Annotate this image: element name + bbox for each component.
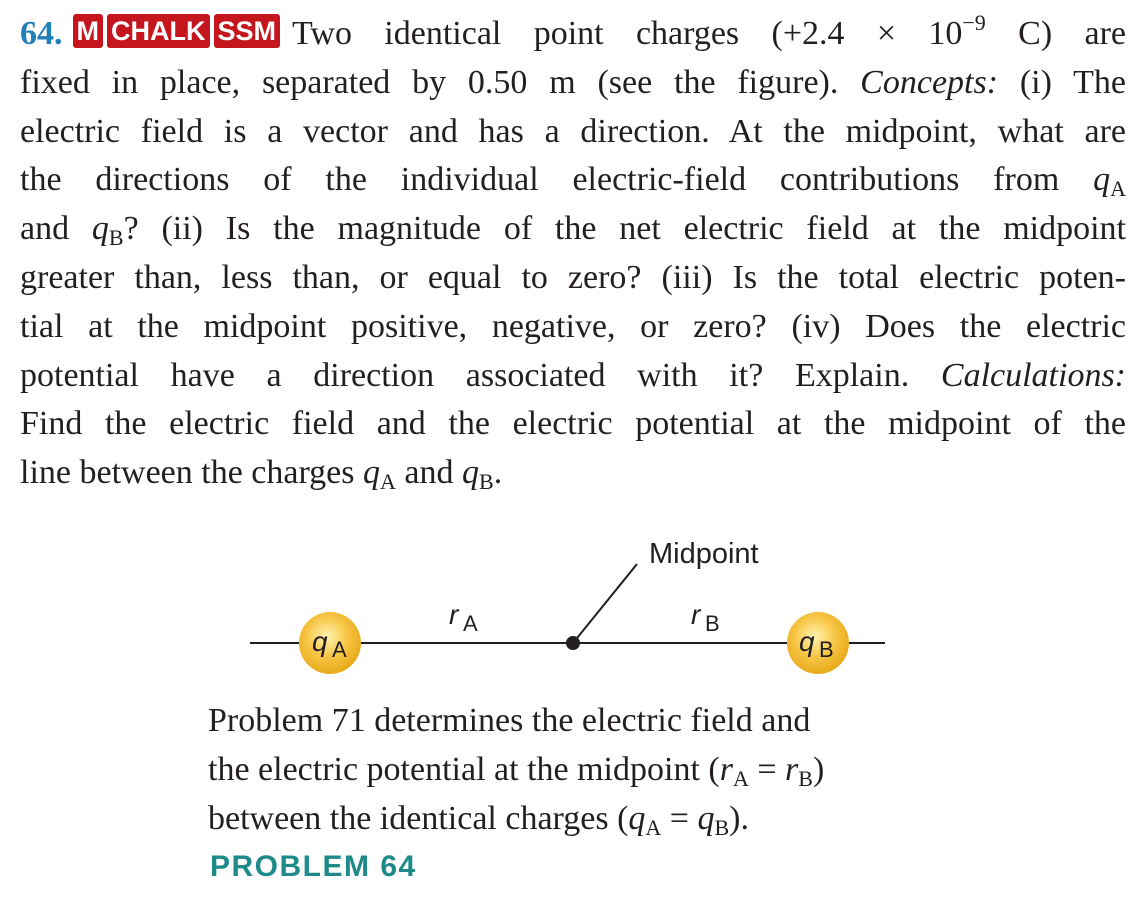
problem-line-10b: and	[395, 454, 462, 492]
problem-line-7: tial at the midpoint positive, negative, or zero? (iv) Does the electric	[20, 307, 1126, 345]
problem-line-2a: fixed in place, separated by 0.50 m (see the figure).	[20, 63, 861, 101]
badge-chalk: CHALK	[107, 14, 210, 48]
charge-a	[299, 612, 361, 674]
problem-line-1-text: Two identical point charges (+2.4 × 10	[292, 15, 963, 52]
midpoint-label: Midpoint	[649, 538, 759, 570]
problem-line-1	[20, 10, 1126, 59]
symbol-r: r	[785, 750, 799, 788]
problem-line-10a: line between the charges	[20, 454, 364, 492]
badge-m: M	[73, 14, 104, 48]
distance-a-label: r	[449, 599, 459, 630]
symbol-sub-b: B	[479, 469, 494, 495]
symbol-sub-a: A	[645, 814, 662, 840]
problem-line-10	[20, 449, 1126, 498]
caption-line-3a: between the identical charges (	[208, 799, 629, 837]
exponent: −9	[962, 10, 986, 35]
charge-a-label: q	[312, 626, 328, 657]
symbol-q: q	[697, 799, 715, 837]
symbol-sub-a: A	[732, 765, 749, 791]
charge-a-sub: A	[332, 637, 347, 662]
caption-line-2a: the electric potential at the midpoint (	[208, 750, 720, 788]
problem-number: 64.	[20, 15, 63, 52]
problem-label: PROBLEM 64	[210, 850, 417, 883]
caption-line-3	[208, 794, 968, 843]
symbol-q: q	[363, 454, 381, 492]
symbol-sub-a: A	[380, 469, 396, 495]
problem-line-4	[20, 156, 1126, 205]
problem-line-5a: and	[20, 210, 92, 248]
symbol-q: q	[462, 454, 479, 492]
symbol-sub-a: A	[1110, 176, 1126, 202]
caption-line-3c: ).	[729, 799, 749, 837]
symbol-q: q	[628, 799, 646, 837]
problem-line-5b: ? (ii) Is the magnitude of the net electric field at the midpoint	[123, 210, 1126, 248]
problem-text	[20, 10, 1126, 498]
symbol-q: q	[1093, 161, 1111, 199]
distance-b-sub: B	[705, 611, 720, 636]
symbol-sub-b: B	[798, 765, 813, 791]
caption-line-2c: )	[812, 750, 825, 788]
caption-equals: =	[661, 799, 698, 837]
midpoint-leader-line	[573, 564, 637, 643]
midpoint-dot	[566, 636, 580, 650]
calculations-label: Calculations:	[940, 356, 1126, 394]
distance-a-sub: A	[463, 611, 478, 636]
charge-b-label: q	[799, 626, 815, 657]
problem-line-3: electric field is a vector and has a direction. At the midpoint, what are	[20, 112, 1126, 150]
figure-svg	[0, 520, 1146, 690]
problem-line-2	[20, 59, 1126, 108]
badge-ssm: SSM	[214, 14, 281, 48]
problem-line-8a: potential have a direction associated with it? Explain.	[20, 356, 941, 394]
problem-line-10c: .	[493, 454, 503, 492]
problem-line-9: Find the electric field and the electric potential at the midpoint of the	[20, 405, 1126, 443]
distance-b-label: r	[691, 599, 701, 630]
problem-line-8	[20, 352, 1126, 401]
problem-line-4-text: the directions of the individual electric-field contributions from	[20, 161, 1094, 199]
symbol-sub-b: B	[714, 814, 730, 840]
symbol-sub-b: B	[108, 225, 124, 251]
charges-figure	[0, 520, 1146, 690]
symbol-r: r	[719, 750, 733, 788]
concepts-label: Concepts:	[860, 63, 999, 101]
caption-line-1: Problem 71 determines the electric field and	[208, 702, 811, 739]
figure-caption	[208, 696, 968, 842]
problem-line-2c: (i) The	[998, 63, 1126, 101]
caption-equals: =	[748, 750, 786, 788]
charge-b	[787, 612, 849, 674]
caption-line-2	[208, 745, 968, 794]
symbol-q: q	[91, 210, 109, 248]
problem-line-1-tail: C) are	[985, 15, 1126, 52]
problem-line-6: greater than, less than, or equal to zero? (iii) Is the total electric poten-	[20, 258, 1126, 296]
charge-b-sub: B	[819, 637, 834, 662]
problem-line-5	[20, 205, 1126, 254]
